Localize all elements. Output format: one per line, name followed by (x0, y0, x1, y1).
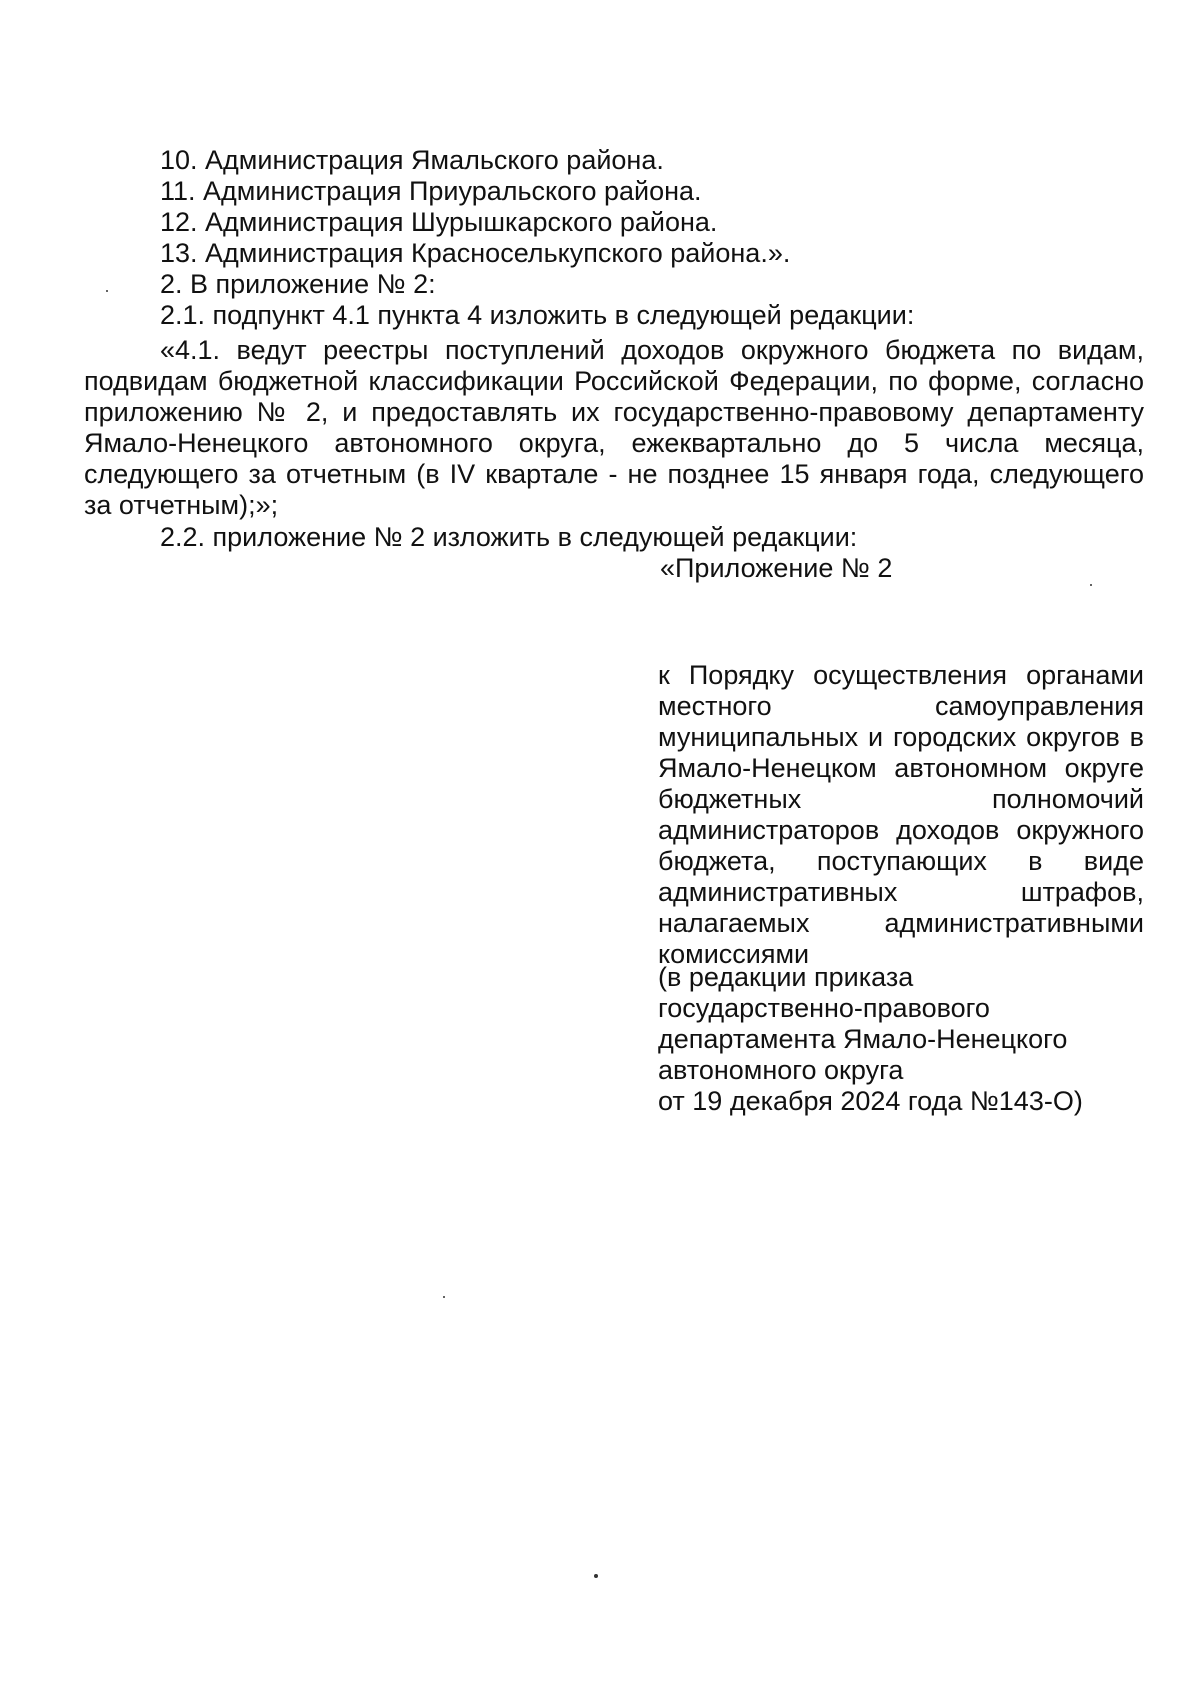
item-2-1: 2.1. подпункт 4.1 пункта 4 изложить в следующей редакции: (160, 300, 915, 330)
item-2-2: 2.2. приложение № 2 изложить в следующей редакции: (160, 522, 858, 552)
list-item-12: 12. Администрация Шурышкарского района. (160, 207, 718, 237)
list-item-13: 13. Администрация Красноселькупского района.». (160, 238, 791, 268)
paragraph-4-1: «4.1. ведут реестры поступлений доходов окружного бюджета по видам, подвидам бюджетной классификации Российской Федерации, по форме, согласно приложению № 2, и предоставлять их государственно-правовому департаменту Ямало-Ненецкого автономного округа, ежеквартально до 5 числа месяца, следующего за отчетным (в IV квартале - не позднее 15 января года, следующего за отчетным);»; (84, 335, 1144, 520)
item-2-heading: 2. В приложение № 2: (160, 269, 436, 299)
scan-speck (594, 1574, 598, 1578)
edition-line: от 19 декабря 2024 года №143-О) (658, 1086, 1083, 1116)
appendix-heading: «Приложение № 2 (660, 553, 893, 583)
edition-line: департамента Ямало-Ненецкого (658, 1024, 1068, 1054)
appendix-edition-note (658, 962, 1178, 1117)
scan-speck (1090, 584, 1092, 586)
list-item-10: 10. Администрация Ямальского района. (160, 145, 664, 175)
edition-line: автономного округа (658, 1055, 904, 1085)
scan-speck (443, 1296, 445, 1298)
edition-line: государственно-правового (658, 993, 990, 1023)
scan-speck (106, 290, 108, 292)
appendix-description: к Порядку осуществления органами местного самоуправления муниципальных и городских округов в Ямало-Ненецком автономном округе бюджетных полномочий администраторов доходов окружного бюджета, поступающих в виде административных штрафов, налагаемых административными комиссиями (658, 660, 1144, 969)
list-item-11: 11. Администрация Приуральского района. (160, 176, 702, 206)
edition-line: (в редакции приказа (658, 962, 914, 992)
